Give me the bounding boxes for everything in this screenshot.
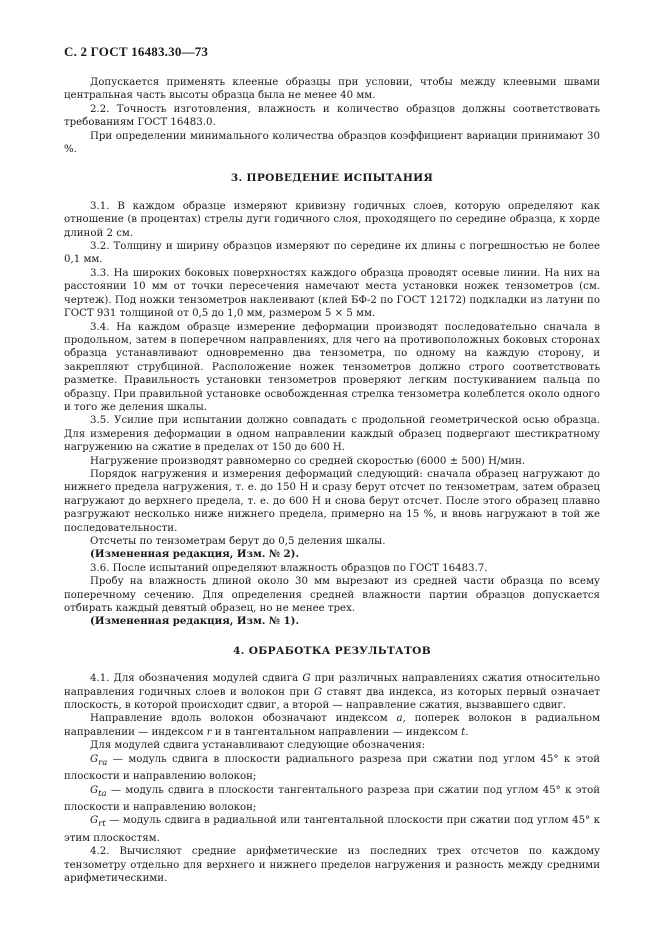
text-run: и в тангентальном направлении — индексом xyxy=(211,726,462,738)
index-t: t xyxy=(461,726,466,738)
paragraph: 3.2. Толщину и ширину образцов измеряют по середине их длины с погрешностью не более 0,1 мм. xyxy=(64,241,600,266)
subscript-rt: rt xyxy=(98,819,106,830)
paragraph: 3.1. В каждом образце измеряют кривизну годичных слоев, которую определяют как отношение (в процентах) стрелы дуги годичного слоя, проходящего по середине образца, к хорде длиной 2 см. xyxy=(64,200,600,239)
paragraph-directions xyxy=(64,712,600,739)
paragraph: Порядок нагружения и измерения деформаций следующий: сначала образец нагружают до нижнего предела нагружения, т. е. до 150 Н и сразу берут отсчет по тензометрам, затем образец нагружают до верхнего предела, т. е. до 600 Н и снова берут отсчет. После этого образец плавно разгружают несколько ниже нижнего предела, примерно на 15 %, и вновь нагружают в той же последовательности. xyxy=(64,468,600,534)
notation-text: — модуль сдвига в плоскости радиального разреза при сжатии под углом 45° к этой плоскости и направлению волокон; xyxy=(64,753,600,783)
section-heading: 4. ОБРАБОТКА РЕЗУЛЬТАТОВ xyxy=(233,644,431,657)
paragraph: Нагружение производят равномерно со средней скоростью (6000 ± 500) Н/мин. xyxy=(90,455,526,467)
amendment-note: (Измененная редакция, Изм. № 1). xyxy=(90,615,300,628)
paragraph: 3.6. После испытаний определяют влажность образцов по ГОСТ 16483.7. xyxy=(90,562,488,574)
paragraph: 3.3. На широких боковых поверхностях каждого образца проводят осевые линии. На них на расстоянии 10 мм от точки пересечения намечают места установки ножек тензометров (см. чертеж). Под ножки тензометров наклеивают (клей БФ-2 по ГОСТ 12172) подкладки из латуни по ГОСТ 931 толщиной от 0,5 до 1,0 мм, размером 5 × 5 мм. xyxy=(64,267,600,320)
paragraph-notation-intro: Для модулей сдвига устанавливают следующие обозначения: xyxy=(90,740,426,752)
index-a: a xyxy=(396,713,403,725)
text-run: , поперек волокон в радиальном направлении — индексом xyxy=(64,713,600,738)
subscript-ta: ta xyxy=(98,788,107,799)
notation-text: — модуль сдвига в радиальной или тангентальной плоскости при сжатии под углом 45° к этим плоскостям. xyxy=(64,815,600,844)
notation-g-ta xyxy=(64,784,600,815)
index-r: r xyxy=(206,726,212,738)
paragraph: Отсчеты по тензометрам берут до 0,5 деления шкалы. xyxy=(90,536,386,547)
text-run: . xyxy=(465,726,469,738)
symbol-g: G xyxy=(90,784,99,796)
text-run: 4.1. Для обозначения модулей сдвига xyxy=(90,673,303,685)
paragraph-4-2: 4.2. Вычисляют средние арифметические из последних трех отсчетов по каждому тензометру отдельно для верхнего и нижнего пределов нагружения и разность между средними арифметическими. xyxy=(64,846,600,885)
paragraph: 3.5. Усилие при испытании должно совпадать с продольной геометрической осью образца. Для измерения деформации в одном направлении каждый образец подвергают шестикратному нагружению на сжатие в пределах от 150 до 600 Н. xyxy=(64,415,600,454)
symbol-g: G xyxy=(313,686,323,698)
paragraph: Допускается применять клееные образцы при условии, чтобы между клеевыми швами центральная часть высоты образца была не менее 40 мм. xyxy=(64,77,600,102)
notation-g-ra xyxy=(64,753,600,784)
paragraph-4-1 xyxy=(64,672,600,712)
section-heading: 3. ПРОВЕДЕНИЕ ИСПЫТАНИЯ xyxy=(230,172,434,185)
notation-g-rt xyxy=(64,814,600,845)
document-body xyxy=(64,76,600,885)
amendment-note: (Измененная редакция, Изм. № 2). xyxy=(90,548,300,561)
paragraph: 2.2. Точность изготовления, влажность и количество образцов должны соответствовать требованиям ГОСТ 16483.0. xyxy=(64,103,600,129)
text-blocks xyxy=(64,76,600,658)
symbol-g: G xyxy=(90,815,99,827)
paragraph: При определении минимального количества образцов коэффициент вариации принимают 30 %. xyxy=(64,130,600,156)
page-header: С. 2 ГОСТ 16483.30—73 xyxy=(64,44,209,59)
text-run: ставят два индекса, из которых первый означает плоскость, в которой происходит сдвиг, а второй — направление сжатия, вызвавшего сдвиг. xyxy=(64,686,600,712)
text-run: Направление вдоль волокон обозначают индексом xyxy=(90,713,397,725)
symbol-g: G xyxy=(302,673,311,685)
symbol-g: G xyxy=(90,753,99,765)
paragraph: 3.4. На каждом образце измерение деформации производят последовательно сначала в продольном, затем в поперечном направлениях, для чего на противоположных боковых сторонах образца устанавливают одновременно два тензометра, по одному на каждую сторону, и закрепляют струбциной. Расположение ножек тензометров должно строго соответствовать разметке. Правильность установки тензометров проверяют легким постукиванием пальца по образцу. При правильной установке освобожденная стрелка тензометра колеблется около одного и того же деления шкалы. xyxy=(64,321,600,413)
notation-text: — модуль сдвига в плоскости тангентального разреза при сжатии под углом 45° к этой плоскости и направлению волокон; xyxy=(64,784,600,813)
paragraph: Пробу на влажность длиной около 30 мм вырезают из средней части образца по всему поперечному сечению. Для определения средней влажности партии образцов допускается отбирать каждый девятый образец, но не менее трех. xyxy=(64,576,600,615)
text-run: при различных направлениях сжатия относительно направления годичных слоев и волокон при xyxy=(64,673,601,698)
subscript-ra: ra xyxy=(98,757,108,768)
